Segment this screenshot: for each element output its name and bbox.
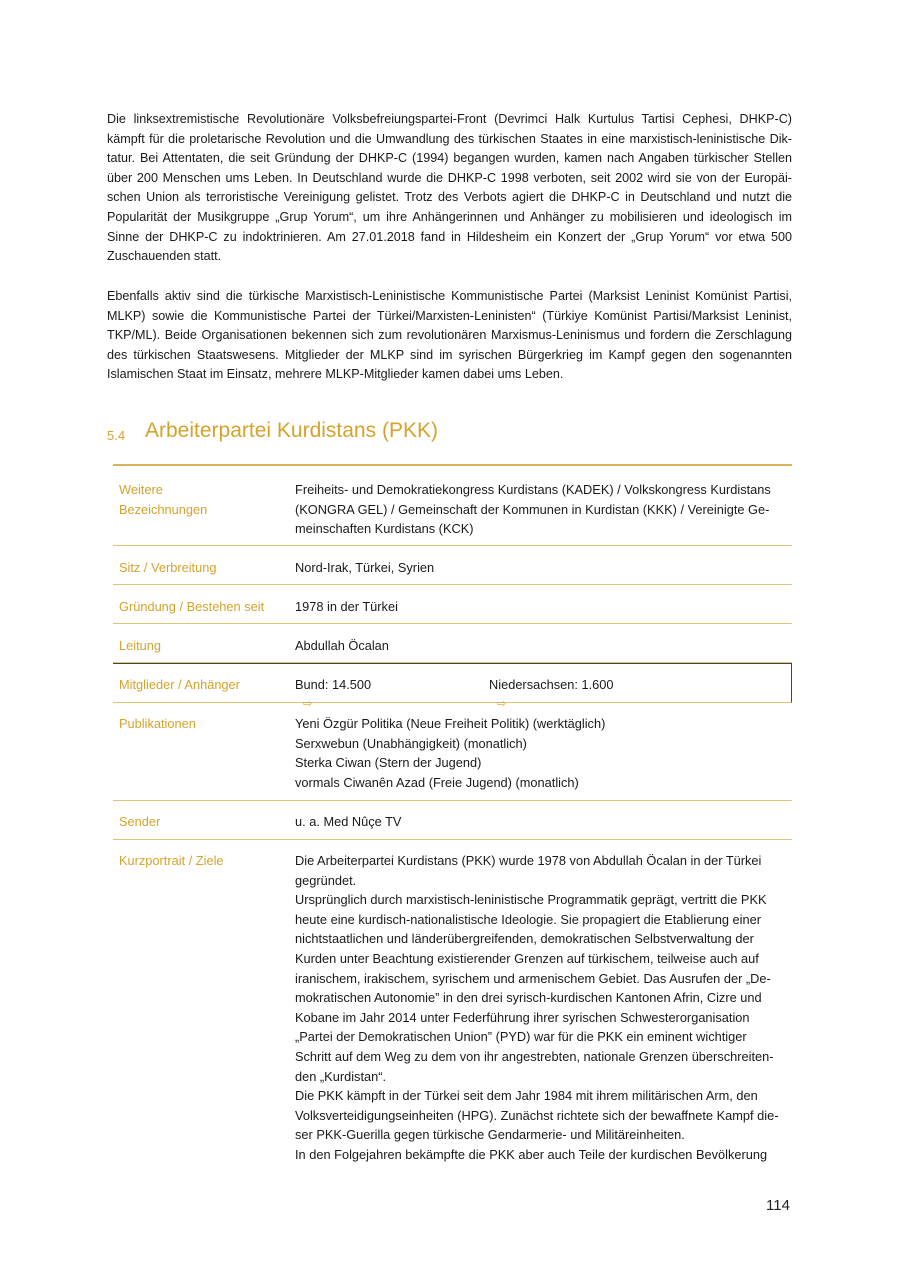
text-line: des türkischen Staatswesens. Mitglieder der MLKP sind im syrischen Bürgerkrieg im Kampf gegen den sogenannten <box>107 347 792 362</box>
row-value: Freiheits- und Demokratiekongress Kurdistans (KADEK) / Volkskongress Kurdistans (KONGRA GEL) / Gemeinschaft der Kommunen in Kurdistan (KKK) / Vereinigte Ge- meinschaften Kurdistans (KCK) <box>295 482 771 537</box>
text-line: Die linksextremistische Revolutionäre Volksbefreiungspartei-Front (Devrimci Halk Kurtulus Tartisi Cephesi, DHKP-C) <box>107 112 792 126</box>
table-row-mitglieder <box>113 663 792 710</box>
row-label: Kurzportrait / Ziele <box>119 853 224 868</box>
page-number: 114 <box>766 1197 790 1214</box>
text-line: Sinne der DHKP-C zu indoktrinieren. Am 27.01.2018 fand in Hildesheim ein Konzert der „Grup Yorum“ vor etwa 500 <box>107 229 792 244</box>
row-value: Nord-Irak, Türkei, Syrien <box>295 560 435 575</box>
row-label: Weitere Bezeichnungen <box>119 482 208 517</box>
section-number: 5.4 <box>107 428 126 443</box>
text-line: Zuschauenden statt. <box>107 249 222 264</box>
text-line: Ebenfalls aktiv sind die türkische Marxistisch-Leninistische Kommunistische Partei (Marksist Leninist Komünist Partisi, <box>107 289 792 303</box>
row-label: Sitz / Verbreitung <box>119 560 217 575</box>
arrow-right-icon: ⇨ <box>303 697 313 710</box>
row-value: u. a. Med Nûçe TV <box>295 814 402 829</box>
row-value: Die Arbeiterpartei Kurdistans (PKK) wurde 1978 von Abdullah Öcalan in der Türkei gegründet. Ursprünglich durch marxistisch-leninistische Programmatik geprägt, vertritt die PKK heute eine kurdisch-nationalistische Ideologie. Sie propagiert die Etablierung einer nichtstaatlichen und länderübergreifenden, demokratischen Selbstverwaltung der Kurden unter Beachtung existierender Grenzen auf türkischem, teilweise auch auf iranischem, irakischem, syrischem und armenischem Gebiet. Das Ausrufen der „De- mokratischen Autonomie” in den drei syrisch-kurdischen Kantonen Afrin, Cizre und Kobane im Jahr 2014 unter Federführung ihrer syrischen Schwesterorganisation „Partei der Demokratischen Union” (PYD) war für die PKK ein eminent wichtiger Schritt auf dem Weg zu dem von ihr angestrebten, nationale Grenzen überschreiten- den „Kurdistan“. Die PKK kämpft in der Türkei seit dem Jahr 1984 mit ihrem militärischen Arm, den Volksverteidigungseinheiten (HPG). Zunächst richtete sich der bewaffnete Kampf die- ser PKK-Guerilla gegen türkische Gendarmerie- und Militäreinheiten. In den Folgejahren bekämpfte die PKK aber auch Teile der kurdischen Bevölkerung <box>295 853 779 1162</box>
text-line: schen Union als terroristische Vereinigung gelistet. Trotz des Verbots agiert die DHKP-C in Deutschland und nutzt die <box>107 190 792 205</box>
members-lower-saxony: Niedersachsen: 1.600 ⇨ <box>489 675 689 714</box>
arrow-right-icon: ⇨ <box>497 697 507 710</box>
text-line: kämpft für die proletarische Revolution und die Umwandlung des türkischen Staates in eine marxistisch-leninistische Dik- <box>107 131 792 146</box>
row-label: Sender <box>119 814 161 829</box>
intro-paragraph-mlkp <box>107 287 792 385</box>
row-label: Mitglieder / Anhänger <box>119 677 240 692</box>
table-row-publikationen <box>113 703 792 801</box>
row-value: Abdullah Öcalan <box>295 638 389 653</box>
table-row-sitz <box>113 546 792 585</box>
table-row-gruendung <box>113 585 792 624</box>
text-line: über 200 Menschen ums Leben. In Deutschland wurde die DHKP-C 1998 verboten, seit 2002 wird sie von der Europäi- <box>107 170 792 185</box>
members-federal: Bund: 14.500 ⇨ <box>295 675 455 714</box>
text-line: tatur. Bei Attentaten, die seit Gründung der DHKP-C (1994) begangen wurden, kamen nach Angaben türkischer Stellen <box>107 151 792 166</box>
row-value: 1978 in der Türkei <box>295 599 398 614</box>
row-value: Yeni Özgür Politika (Neue Freiheit Politik) (werktäglich) Serxwebun (Unabhängigkeit) (monatlich) Sterka Ciwan (Stern der Jugend) vormals Ciwanên Azad (Freie Jugend) (monatlich) <box>295 716 606 790</box>
table-row-sender <box>113 801 792 840</box>
row-label: Publikationen <box>119 716 196 731</box>
row-label: Leitung <box>119 638 161 653</box>
intro-paragraph-dhkpc <box>107 110 792 267</box>
table-row-leitung <box>113 624 792 663</box>
section-title: Arbeiterpartei Kurdistans (PKK) <box>145 419 438 442</box>
table-row-kurzportrait <box>113 840 792 1170</box>
text-line: TKP/ML). Beide Organisationen bekennen sich zum revolutionären Marxismus-Leninismus und fordern die Zerschlagung <box>107 328 792 343</box>
text-line: Islamischen Staat im Einsatz, mehrere MLKP-Mitglieder kamen dabei ums Leben. <box>107 367 564 382</box>
text-line: MLKP) sowie die Kommunistische Partei der Türkei/Marxisten-Leninisten“ (Türkiye Komünist Partisi/Marksist Leninist, <box>107 308 792 323</box>
organization-profile-table <box>113 464 792 1170</box>
text-line: Popularität der Musikgruppe „Grup Yorum“, um ihre Anhängerinnen und Anhänger zu mobilisieren und ideologisch im <box>107 209 792 224</box>
row-label: Gründung / Bestehen seit <box>119 599 265 614</box>
table-row-weitere-bezeichnungen <box>113 466 792 546</box>
